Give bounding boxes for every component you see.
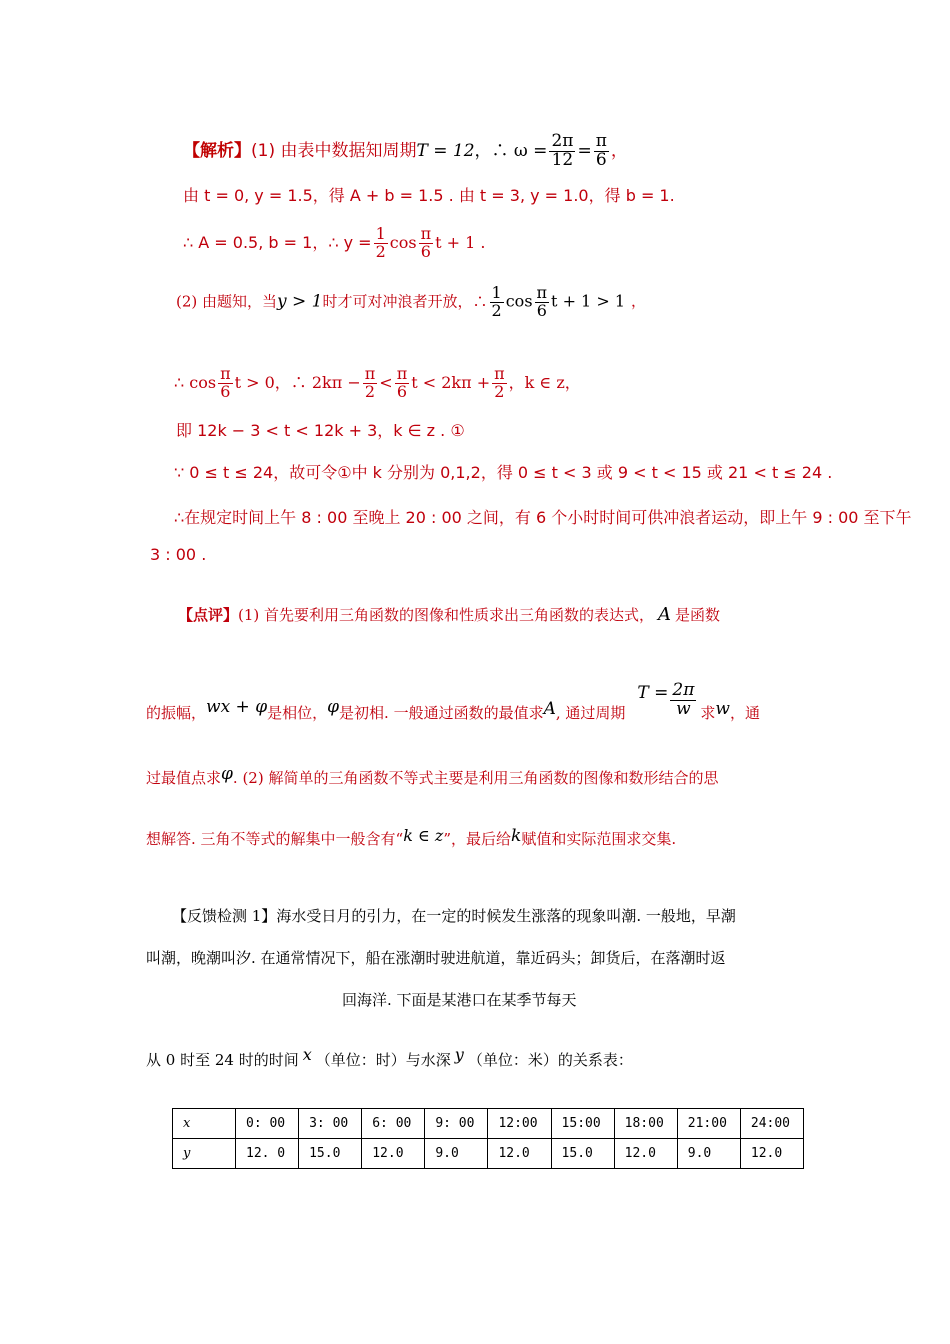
feedback-line-2: 叫潮，晚潮叫汐. 在通常情况下，船在涨潮时驶进航道，靠近码头；卸货后，在落潮时返 — [146, 949, 726, 967]
table-cell: 15.0 — [551, 1139, 614, 1169]
feedback-line-1 — [172, 907, 736, 925]
table-cell: 21:00 — [677, 1109, 740, 1139]
feedback-text: （单位：时）与水深 — [315, 1051, 451, 1069]
fraction-den: 2 — [375, 241, 386, 261]
table-cell: 6: 00 — [362, 1109, 425, 1139]
inequality-expr: t + 1 > 1 — [551, 291, 625, 311]
review-text: 的振幅， — [146, 704, 207, 723]
cos-text: cos — [505, 291, 533, 311]
table-cell: 12.0 — [488, 1139, 551, 1169]
review-text: 是初相. 一般通过函数的最值求 — [339, 704, 544, 723]
fraction-den: 2 — [494, 381, 505, 401]
condition-expr: y > 1 — [277, 291, 323, 312]
table-cell: 18:00 — [614, 1109, 677, 1139]
review-text: 是相位， — [267, 704, 328, 723]
fraction-den: w — [676, 698, 691, 719]
math-symbol: A — [543, 699, 556, 720]
solution-line-7: ∵ 0 ≤ t ≤ 24，故可令①中 k 分别为 0,1,2，得 0 ≤ t < 3 或 9 < t < 15 或 21 < t ≤ 24 . — [174, 463, 833, 482]
review-text: (1) 首先要利用三角函数的图像和性质求出三角函数的表达式， — [238, 606, 655, 624]
fraction-num: π — [595, 131, 607, 151]
omega-expr: ，∴ ω = — [474, 140, 548, 161]
review-line-2 — [146, 676, 760, 723]
solution-text: t > 0，∴ 2kπ − — [234, 372, 361, 392]
review-line-3 — [146, 764, 719, 788]
equals: = — [577, 140, 592, 161]
math-symbol: k ∈ z — [403, 826, 444, 845]
solution-line-6: 即 12k − 3 < t < 12k + 3，k ∈ z . ① — [176, 421, 465, 440]
fraction-den: 6 — [420, 241, 431, 261]
table-cell: 12.0 — [740, 1139, 803, 1169]
fraction-den: 6 — [220, 381, 231, 401]
fraction — [670, 682, 696, 719]
solution-line-5 — [174, 366, 581, 401]
feedback-tag: 【反馈检测 1】 — [172, 907, 277, 925]
solution-line-8: ∴在规定时间上午 8 : 00 至晚上 20 : 00 之间，有 6 个小时时间可供冲浪者运动，即上午 9 : 00 至下午 — [174, 508, 912, 527]
solution-text: t + 1 . — [435, 232, 486, 252]
review-text: 赋值和实际范围求交集. — [521, 830, 677, 848]
table-cell: 9.0 — [677, 1139, 740, 1169]
review-line-1 — [178, 604, 720, 626]
review-text: 求 — [700, 704, 716, 723]
table-cell: 24:00 — [740, 1109, 803, 1139]
fraction-num: π — [364, 364, 376, 383]
table-cell: 9.0 — [425, 1139, 488, 1169]
review-text: ，通 — [729, 704, 760, 723]
review-text: , 通过周期 — [555, 704, 626, 723]
review-tag: 【点评】 — [178, 606, 239, 624]
solution-text: (1) 由表中数据知周期 — [251, 140, 417, 161]
solution-line-9: 3 : 00 . — [150, 545, 207, 564]
fraction-num: π — [396, 364, 408, 383]
solution-text: 时才可对冲浪者开放，∴ — [322, 292, 488, 311]
solution-text: ，k ∈ z， — [508, 372, 581, 392]
fraction-den: 6 — [595, 149, 607, 170]
fraction — [535, 285, 550, 320]
review-text: . (2) 解简单的三角函数不等式主要是利用三角函数的图像和数形结合的思 — [232, 769, 719, 787]
fraction-num: π — [536, 283, 548, 302]
solution-text: (2) 由题知，当 — [176, 292, 278, 311]
period-expr: T = 12 — [416, 140, 475, 161]
math-symbol: A — [658, 604, 672, 625]
fraction — [549, 133, 575, 170]
fraction-den: 6 — [536, 300, 547, 320]
fraction-den: 2 — [491, 300, 502, 320]
fraction — [374, 226, 388, 261]
math-symbol: φ — [221, 764, 233, 784]
table-cell: 12:00 — [488, 1109, 551, 1139]
feedback-line-4 — [146, 1045, 633, 1069]
table-cell: 12. 0 — [236, 1139, 299, 1169]
table-row-y — [173, 1139, 804, 1169]
solution-line-4 — [176, 285, 646, 320]
fraction-den: 12 — [551, 149, 574, 170]
less-than: < — [379, 372, 393, 392]
fraction — [594, 133, 609, 170]
fraction — [419, 226, 434, 261]
tide-table — [172, 1108, 804, 1169]
fraction-num: 1 — [375, 224, 386, 243]
solution-text: ∴ A = 0.5, b = 1，∴ y = — [183, 232, 372, 252]
row-header-y: y — [173, 1139, 236, 1169]
table-row-x — [173, 1109, 804, 1139]
table-cell: 0: 00 — [236, 1109, 299, 1139]
review-text: 是函数 — [675, 606, 721, 624]
solution-tag: 【解析】 — [183, 140, 251, 161]
math-symbol: x — [302, 1045, 312, 1064]
fraction — [363, 366, 378, 401]
review-text: ”，最后给 — [443, 830, 512, 848]
math-symbol: φ — [327, 697, 340, 718]
fraction-num: 2π — [551, 131, 574, 151]
fraction — [492, 366, 507, 401]
fraction-num: π — [220, 364, 231, 383]
fraction-den: 2 — [364, 381, 376, 401]
math-symbol: w — [715, 699, 730, 720]
table-cell: 15.0 — [299, 1139, 362, 1169]
feedback-text: （单位：米）的关系表： — [467, 1051, 633, 1069]
punct: ， — [610, 140, 628, 161]
review-text: 过最值点求 — [146, 769, 222, 787]
review-text: 想解答. 三角不等式的解集中一般含有“ — [146, 830, 404, 848]
review-line-4 — [146, 826, 677, 849]
fraction-num: 2π — [672, 680, 695, 700]
math-symbol: T = — [637, 683, 669, 704]
math-symbol: y — [454, 1045, 464, 1064]
table-cell: 12.0 — [614, 1139, 677, 1169]
fraction-num: 1 — [491, 283, 502, 302]
fraction-num: π — [420, 224, 432, 243]
feedback-text: 海水受日月的引力，在一定的时候发生涨落的现象叫潮. 一般地，早潮 — [276, 907, 736, 925]
punct: ， — [631, 292, 647, 311]
solution-text: ∴ cos — [174, 372, 217, 392]
fraction — [218, 366, 233, 401]
feedback-text: 从 0 时至 24 时的时间 — [146, 1051, 299, 1069]
fraction — [490, 285, 504, 320]
row-header-x: x — [173, 1109, 236, 1139]
solution-line-2: 由 t = 0, y = 1.5，得 A + b = 1.5 . 由 t = 3, y = 1.0，得 b = 1. — [183, 186, 675, 205]
fraction-num: π — [494, 364, 505, 383]
table-cell: 3: 00 — [299, 1109, 362, 1139]
math-symbol: k — [511, 826, 522, 846]
table-cell: 9: 00 — [425, 1109, 488, 1139]
solution-line-1 — [183, 133, 628, 170]
math-symbol: wx + φ — [206, 697, 268, 718]
fraction — [395, 366, 410, 401]
fraction-den: 6 — [396, 381, 408, 401]
table-cell: 15:00 — [551, 1109, 614, 1139]
feedback-line-3: 回海洋. 下面是某港口在某季节每天 — [342, 991, 577, 1009]
solution-line-3 — [183, 226, 485, 261]
cos-text: cos — [389, 232, 417, 252]
table-cell: 12.0 — [362, 1139, 425, 1169]
solution-text: t < 2kπ + — [411, 372, 491, 392]
